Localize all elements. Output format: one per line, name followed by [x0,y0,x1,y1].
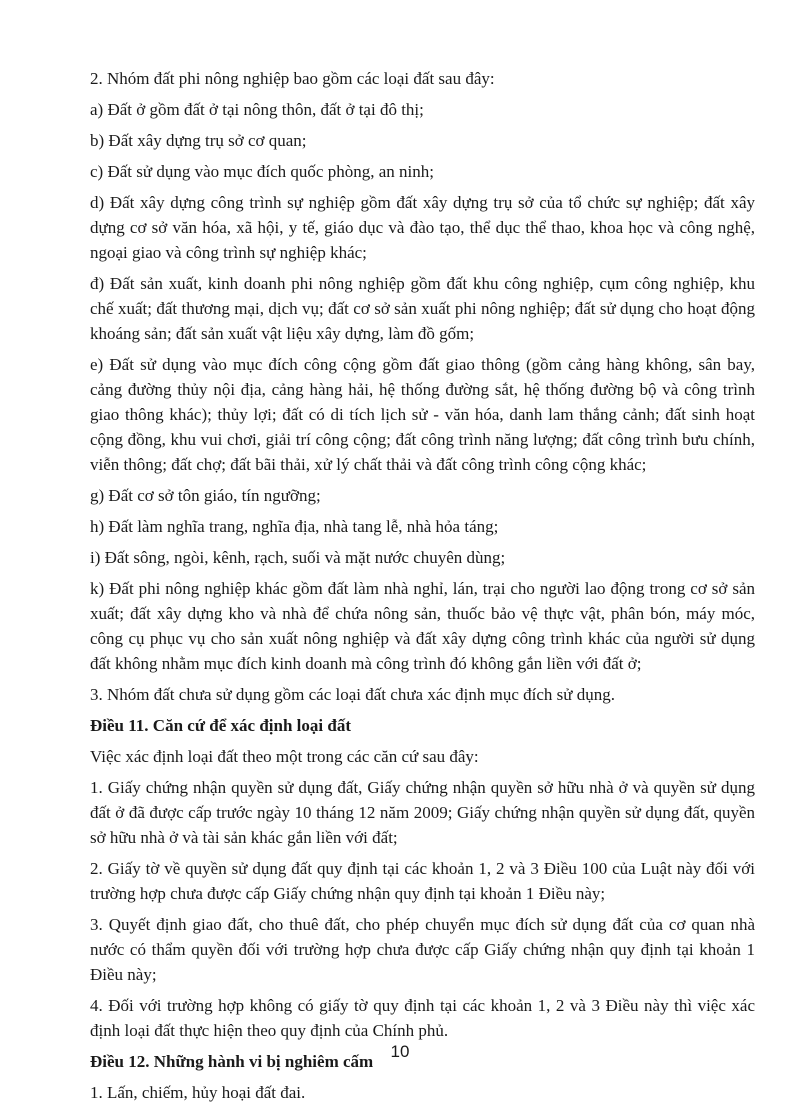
paragraph: b) Đất xây dựng trụ sở cơ quan; [90,131,307,150]
paragraph: g) Đất cơ sở tôn giáo, tín ngưỡng; [90,486,321,505]
paragraph: 3. Quyết định giao đất, cho thuê đất, cho phép chuyển mục đích sử dụng đất của cơ quan nhà nước có thẩm quyền đối với trường hợp chưa được cấp Giấy chứng nhận quy định tại khoản 1 Điều này; [90,915,755,984]
document-body [90,66,755,1105]
paragraph: 2. Giấy tờ về quyền sử dụng đất quy định tại các khoản 1, 2 và 3 Điều 100 của Luật này đối với trường hợp chưa được cấp Giấy chứng nhận quy định tại khoản 1 Điều này; [90,859,755,903]
article-heading: Điều 11. Căn cứ để xác định loại đất [90,716,351,735]
paragraph: a) Đất ở gồm đất ở tại nông thôn, đất ở tại đô thị; [90,100,424,119]
paragraph: h) Đất làm nghĩa trang, nghĩa địa, nhà tang lễ, nhà hỏa táng; [90,517,499,536]
paragraph: đ) Đất sản xuất, kinh doanh phi nông nghiệp gồm đất khu công nghiệp, cụm công nghiệp, khu chế xuất; đất thương mại, dịch vụ; đất cơ sở sản xuất phi nông nghiệp; đất sử dụng cho hoạt động khoáng sản; đất sản xuất vật liệu xây dựng, làm đồ gốm; [90,274,755,343]
paragraph: k) Đất phi nông nghiệp khác gồm đất làm nhà nghỉ, lán, trại cho người lao động trong cơ sở sản xuất; đất xây dựng kho và nhà để chứa nông sản, thuốc bảo vệ thực vật, phân bón, máy móc, công cụ phục vụ cho sản xuất nông nghiệp và đất xây dựng công trình khác của người sử dụng đất không nhằm mục đích kinh doanh mà công trình đó không gắn liền với đất ở; [90,579,755,673]
paragraph: 4. Đối với trường hợp không có giấy tờ quy định tại các khoản 1, 2 và 3 Điều này thì việc xác định loại đất thực hiện theo quy định của Chính phủ. [90,996,755,1040]
paragraph: 3. Nhóm đất chưa sử dụng gồm các loại đất chưa xác định mục đích sử dụng. [90,685,616,704]
article-heading: Điều 12. Những hành vi bị nghiêm cấm [90,1052,374,1071]
paragraph: e) Đất sử dụng vào mục đích công cộng gồm đất giao thông (gồm cảng hàng không, sân bay, cảng đường thủy nội địa, cảng hàng hải, hệ thống đường sắt, hệ thống đường bộ và công trình giao thông khác); thủy lợi; đất có di tích lịch sử - văn hóa, danh lam thắng cảnh; đất sinh hoạt cộng đồng, khu vui chơi, giải trí công cộng; đất công trình năng lượng; đất công trình bưu chính, viễn thông; đất chợ; đất bãi thải, xử lý chất thải và đất công trình công cộng khác; [90,355,755,474]
paragraph: d) Đất xây dựng công trình sự nghiệp gồm đất xây dựng trụ sở của tổ chức sự nghiệp; đất xây dựng cơ sở văn hóa, xã hội, y tế, giáo dục và đào tạo, thể dục thể thao, khoa học và công nghệ, ngoại giao và công trình sự nghiệp khác; [90,193,755,262]
page-number: 10 [390,1042,410,1061]
paragraph: 2. Nhóm đất phi nông nghiệp bao gồm các loại đất sau đây: [90,69,495,88]
paragraph: c) Đất sử dụng vào mục đích quốc phòng, an ninh; [90,162,434,181]
paragraph: Việc xác định loại đất theo một trong các căn cứ sau đây: [90,747,479,766]
paragraph: 1. Lấn, chiếm, hủy hoại đất đai. [90,1083,306,1102]
paragraph: 1. Giấy chứng nhận quyền sử dụng đất, Giấy chứng nhận quyền sở hữu nhà ở và quyền sử dụng đất ở đã được cấp trước ngày 10 tháng 12 năm 2009; Giấy chứng nhận quyền sử dụng đất, quyền sở hữu nhà ở và tài sản khác gắn liền với đất; [90,778,755,847]
paragraph: i) Đất sông, ngòi, kênh, rạch, suối và mặt nước chuyên dùng; [90,548,506,567]
